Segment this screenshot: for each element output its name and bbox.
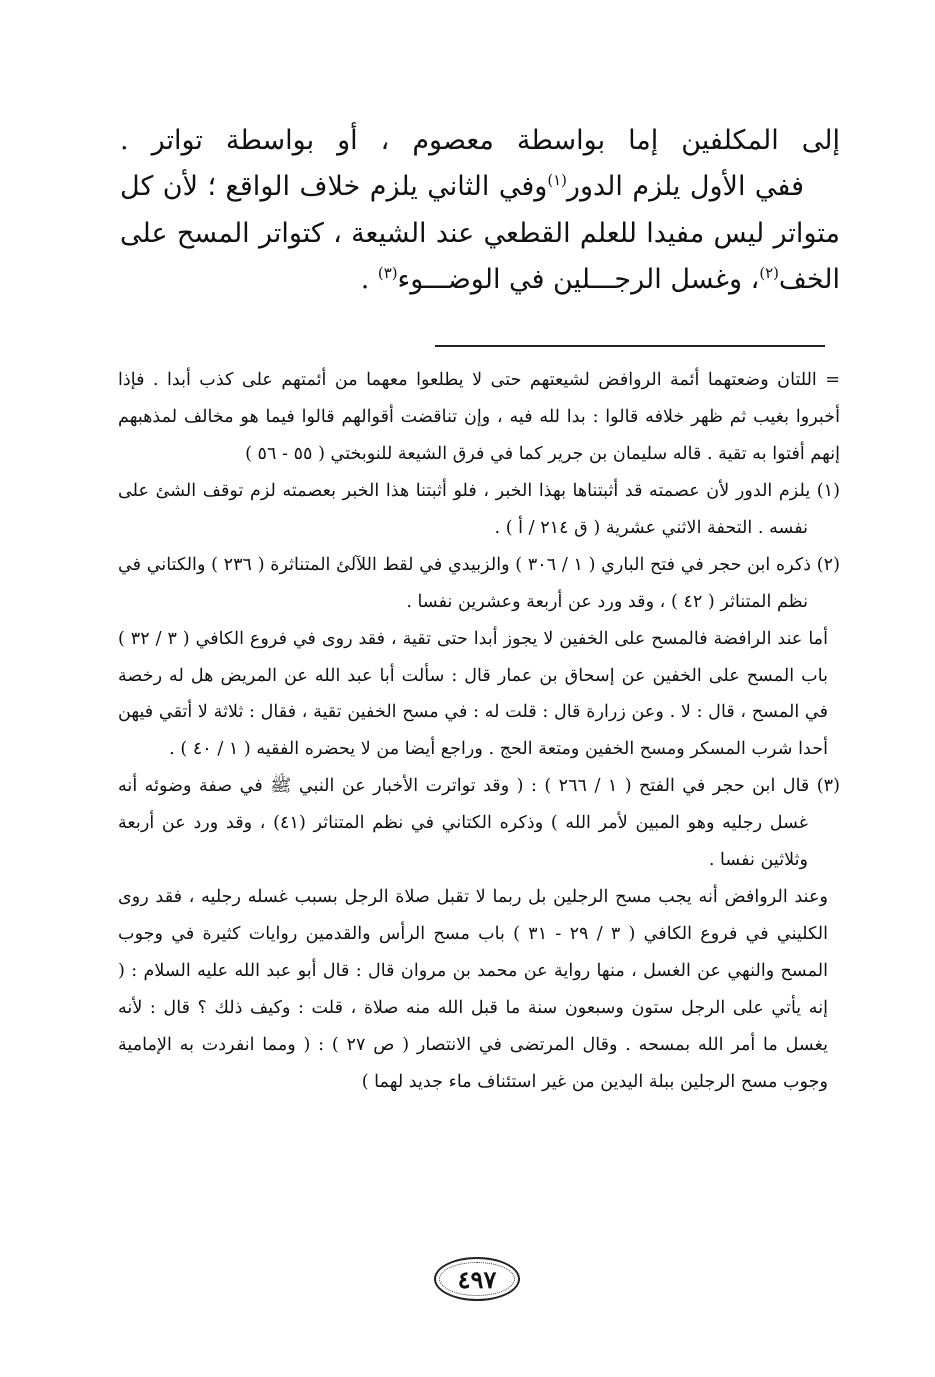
footnote-1: (١) يلزم الدور لأن عصمته قد أثبتناها بهذا الخبر ، فلو أثبتنا هذا الخبر بعصمته لزم توقف الشئ على نفسه . التحفة الاثني عشرية ( ق ٢١٤ / أ ) . (118, 480, 840, 538)
footnote-2-paragraph: أما عند الرافضة فالمسح على الخفين لا يجوز أبدا حتى تقية ، فقد روى في فروع الكافي ( ٣ / ٣٢ ) باب المسح على الخفين عن إسحاق بن عمار قال : سألت أبا عبد الله عن المريض هل له رخصة في المسح ، قال : لا . وعن زرارة قال : قلت له : في مسح الخفين تقية ، فقال : ثلاثة لا أتقي فيهن أحدا شرب المسكر ومسح الخفين ومتعة الحج . وراجع أيضا من لا يحضره الفقيه ( ١ / ٤٠ ) . (118, 628, 828, 760)
main-text (120, 118, 840, 304)
footnote-2: (٢) ذكره ابن حجر في فتح الباري ( ١ / ٣٠٦ ) والزبيدي في لقط اللآلئ المتناثرة ( ٢٣٦ ) والكتاني في نظم المتناثر ( ٤٢ ) ، وقد ورد عن أربعة وعشرين نفسا . (118, 554, 840, 612)
main-line-1: إلى المكلفين إما بواسطة معصوم ، أو بواسطة تواتر . (120, 125, 840, 156)
footnote-separator (435, 345, 825, 347)
page-number-ornament (434, 1257, 520, 1301)
footnote-ref-3[interactable]: (٣) (377, 264, 398, 283)
main-paragraph-2: ففي الأول يلزم الدور$^{(١)}$وفي الثاني يلزم خلاف الواقع ؛ لأن كل متواتر ليس مفيدا للعلم القطعي عند الشيعة ، كتواتر المسح على الخف$^{(٢)}$، وغسل الرجـــلين في الوضـــوء$^{(٣)}$ . (120, 171, 840, 296)
footnote-3: (٣) قال ابن حجر في الفتح ( ١ / ٢٦٦ ) : ( وقد تواترت الأخبار عن النبي ﷺ في صفة وضوئه أنه غسل رجليه وهو المبين لأمر الله ) وذكره الكتاني في نظم المتناثر (٤١) ، وقد ورد عن أربعة وثلاثين نفسا . (118, 776, 840, 871)
footnote-ref-2[interactable]: (٢) (759, 264, 779, 283)
footnote-ref-1[interactable]: (١) (547, 171, 567, 190)
footnote-3-paragraph: وعند الروافض أنه يجب مسح الرجلين بل ربما لا تقبل صلاة الرجل بسبب غسله رجليه ، فقد روى الكليني في فروع الكافي ( ٣ / ٢٩ - ٣١ ) باب مسح الرأس والقدمين روايات كثيرة في وجوب المسح والنهي عن الغسل ، منها رواية عن محمد بن مروان قال : قال أبو عبد الله عليه السلام : ( إنه يأتي على الرجل ستون وسبعون سنة ما قبل الله منه صلاة ، قلت : وكيف ذلك ؟ قال : لأنه يغسل ما أمر الله بمسحه . وقال المرتضى في الانتصار ( ص ٢٧ ) : ( ومما انفردت به الإمامية وجوب مسح الرجلين ببلة اليدين من غير استئناف ماء جديد لهما ) (118, 887, 828, 1092)
page-number: ٤٩٧ (457, 1264, 497, 1294)
footnotes (118, 362, 840, 1101)
footnote-continuation: = اللتان وضعتهما أئمة الروافض لشيعتهم حتى لا يطلعوا معهما من أئمتهم على كذب أبدا . فإذا أخبروا بغيب ثم ظهر خلافه قالوا : بدا لله فيه ، وإن تناقضت أقوالهم قالوا فيما هو مخالف لمذهبهم إنهم أفتوا به تقية . قاله سليمان بن جرير كما في فرق الشيعة للنوبختي ( ٥٥ - ٥٦ ) (118, 370, 840, 464)
